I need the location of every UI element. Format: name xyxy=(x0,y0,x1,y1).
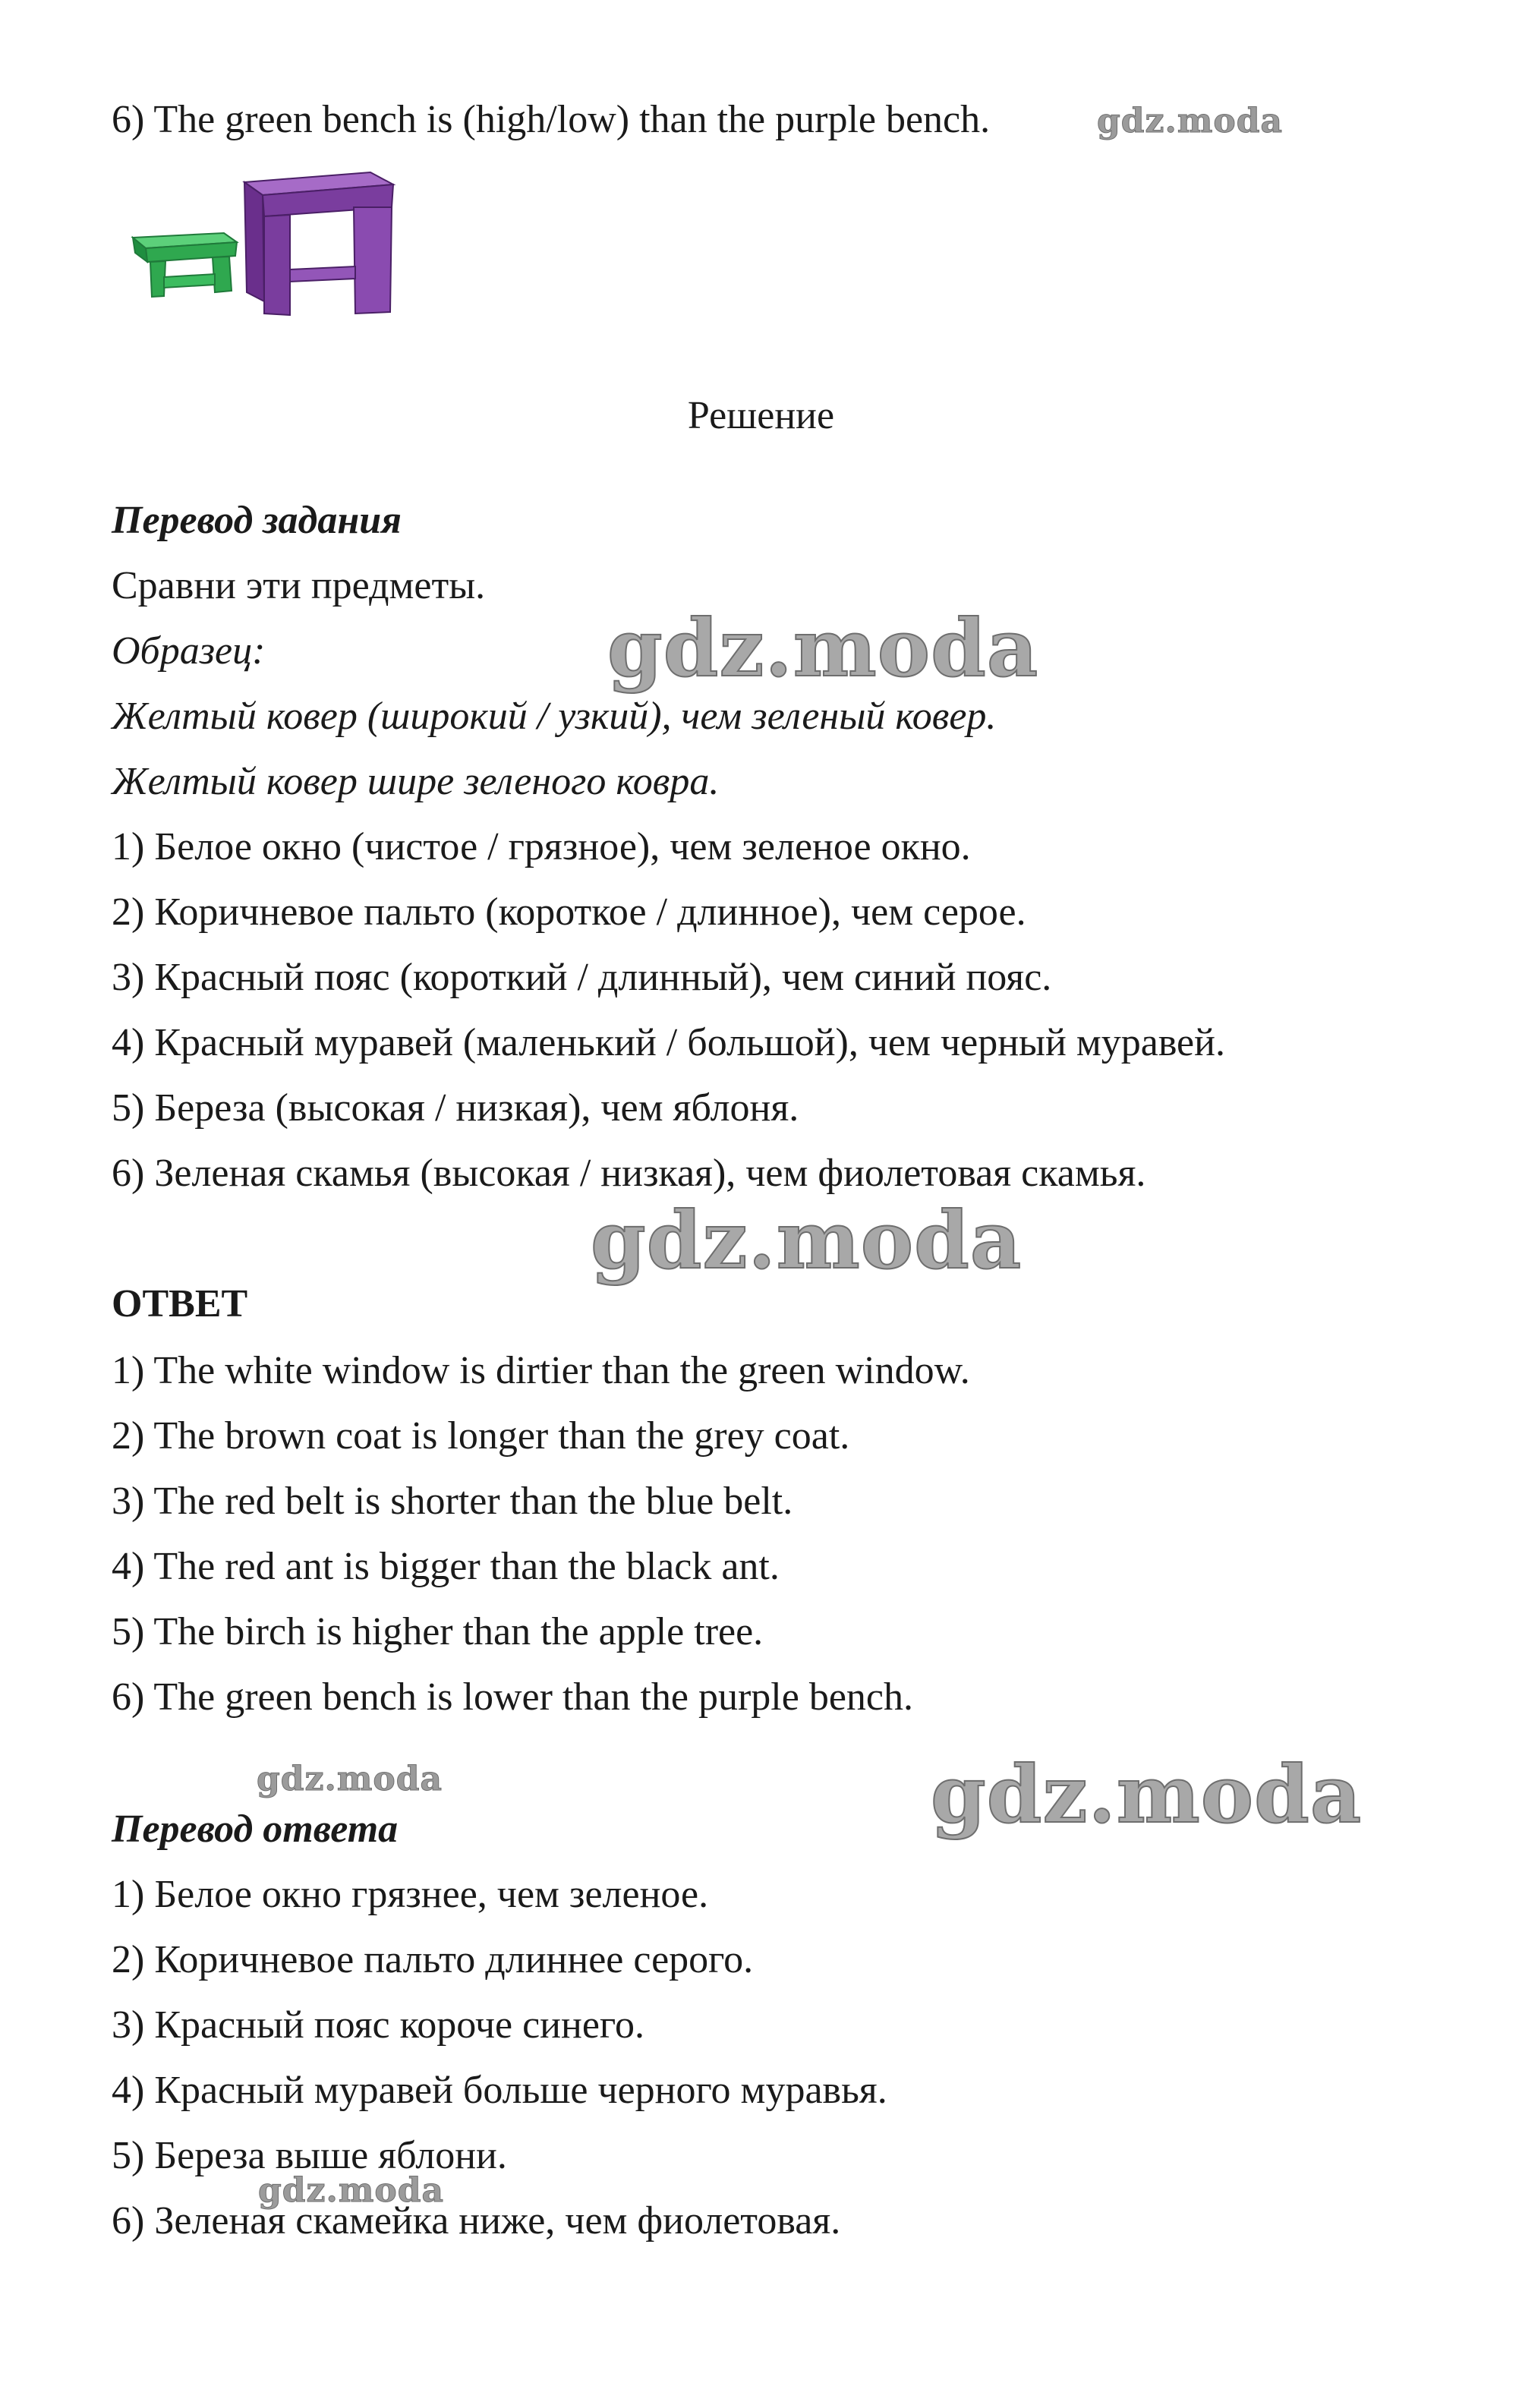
answer-heading: ОТВЕТ xyxy=(112,1282,248,1325)
sample-line-2: Желтый ковер шире зеленого ковра. xyxy=(112,760,720,803)
answer-item: 3) The red belt is shorter than the blue belt. xyxy=(112,1480,793,1523)
benches-illustration xyxy=(129,163,410,326)
task-item: 1) Белое окно (чистое / грязное), чем зеленое окно. xyxy=(112,825,971,868)
watermark-text: gdz.moda xyxy=(258,2171,445,2210)
sample-label: Образец: xyxy=(112,629,266,673)
answer-item: 2) The brown coat is longer than the grey coat. xyxy=(112,1414,850,1458)
answer-translation-item: 1) Белое окно грязнее, чем зеленое. xyxy=(112,1873,709,1916)
answer-translation-item: 2) Коричневое пальто длиннее серого. xyxy=(112,1938,754,1981)
translation-answer-heading: Перевод ответа xyxy=(112,1808,399,1851)
watermark-text: gdz.moda xyxy=(607,601,1039,695)
task-line-6: 6) The green bench is (high/low) than the purple bench. xyxy=(112,98,991,141)
watermark-text: gdz.moda xyxy=(1097,102,1284,140)
translation-task-heading: Перевод задания xyxy=(112,499,402,542)
answer-item: 4) The red ant is bigger than the black ant. xyxy=(112,1545,780,1588)
answer-item: 6) The green bench is lower than the purple bench. xyxy=(112,1675,913,1719)
task-item: 6) Зеленая скамья (высокая / низкая), чем фиолетовая скамья. xyxy=(112,1152,1146,1195)
watermark-text: gdz.moda xyxy=(931,1748,1363,1841)
answer-translation-item: 5) Береза выше яблони. xyxy=(112,2134,507,2177)
answer-item: 5) The birch is higher than the apple tree. xyxy=(112,1610,764,1653)
task-instruction: Сравни эти предметы. xyxy=(112,564,486,607)
task-item: 5) Береза (высокая / низкая), чем яблоня. xyxy=(112,1086,799,1130)
watermark-text: gdz.moda xyxy=(591,1193,1023,1287)
purple-bench-icon xyxy=(244,172,393,315)
answer-item: 1) The white window is dirtier than the green window. xyxy=(112,1349,970,1392)
solution-title: Решение xyxy=(687,394,835,437)
green-bench-icon xyxy=(133,233,237,297)
answer-translation-item: 3) Красный пояс короче синего. xyxy=(112,2003,644,2047)
watermark-text: gdz.moda xyxy=(257,1760,443,1798)
sample-line-1: Желтый ковер (широкий / узкий), чем зеленый ковер. xyxy=(112,695,997,738)
answer-translation-item: 6) Зеленая скамейка ниже, чем фиолетовая. xyxy=(112,2199,841,2243)
task-item: 3) Красный пояс (короткий / длинный), чем синий пояс. xyxy=(112,956,1052,999)
task-item: 4) Красный муравей (маленький / большой), чем черный муравей. xyxy=(112,1021,1225,1064)
answer-translation-item: 4) Красный муравей больше черного муравья. xyxy=(112,2069,887,2112)
task-item: 2) Коричневое пальто (короткое / длинное), чем серое. xyxy=(112,890,1026,934)
